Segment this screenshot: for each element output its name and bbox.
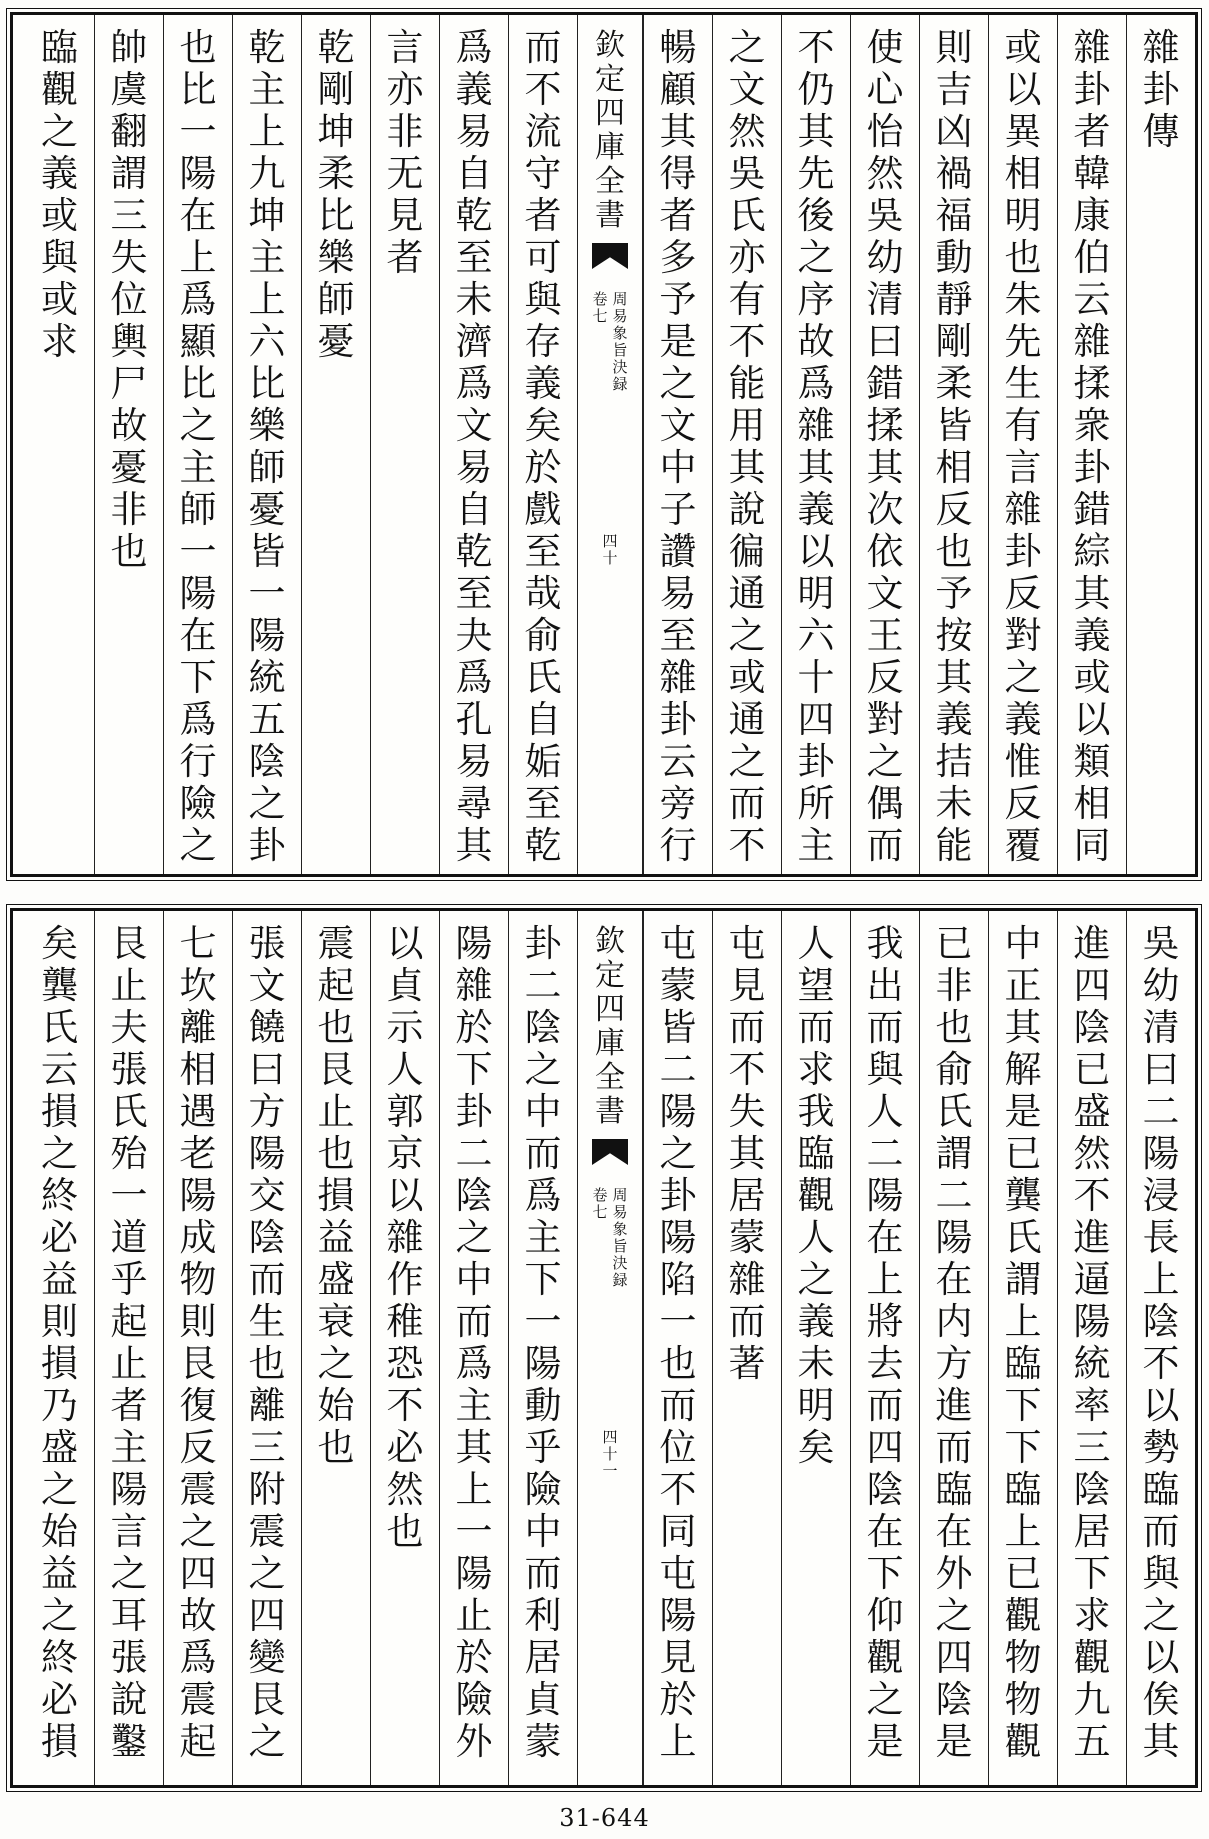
text-column bbox=[781, 911, 850, 1785]
text-column bbox=[508, 15, 577, 874]
text-column bbox=[439, 15, 508, 874]
column-text: 雜 卦 者 韓 康 伯 云 雜 揉 衆 卦 錯 綜 其 義 或 以 類 相 同 bbox=[1073, 26, 1111, 867]
column-text: 已 非 也 俞 氏 謂 二 陽 在 内 方 進 而 臨 在 外 之 四 陰 是 bbox=[935, 922, 973, 1763]
column-text: 進 四 陰 已 盛 然 不 進 逼 陽 統 率 三 陰 居 下 求 觀 九 五 bbox=[1073, 922, 1111, 1763]
column-text: 也 比 一 陽 在 上 爲 顯 比 之 主 師 一 陽 在 下 爲 行 險 之 bbox=[179, 26, 217, 867]
column-text: 人 望 而 求 我 臨 觀 人 之 義 未 明 矣 bbox=[797, 922, 835, 1469]
volume-title: 周 易 象 旨 決 録 bbox=[612, 1186, 628, 1289]
column-text: 乾 剛 坤 柔 比 樂 師 憂 bbox=[317, 26, 355, 363]
column-text: 暢 顧 其 得 者 多 予 是 之 文 中 子 讚 易 至 雜 卦 云 旁 行 bbox=[659, 26, 697, 867]
column-text: 屯 蒙 皆 二 陽 之 卦 陽 陷 一 也 而 位 不 同 屯 陽 見 於 上 bbox=[659, 922, 697, 1763]
text-column bbox=[712, 15, 781, 874]
text-column bbox=[94, 911, 163, 1785]
page-number: 31-644 bbox=[559, 1804, 650, 1832]
text-column bbox=[1126, 911, 1195, 1785]
text-column bbox=[232, 15, 301, 874]
column-text: 而 不 流 守 者 可 與 存 義 矣 於 戲 至 哉 俞 氏 自 姤 至 乾 bbox=[524, 26, 562, 867]
column-text: 以 貞 示 人 郭 京 以 雜 作 稚 恐 不 必 然 也 bbox=[386, 922, 424, 1553]
column-text: 之 文 然 吳 氏 亦 有 不 能 用 其 說 徧 通 之 或 通 之 而 不 bbox=[728, 26, 766, 867]
book-title: 欽 定 四 庫 全 書 bbox=[595, 924, 625, 1129]
text-column bbox=[25, 15, 94, 874]
top-page bbox=[10, 12, 1198, 877]
folio-number: 四 十 bbox=[602, 532, 618, 567]
column-text: 中 正 其 解 是 已 龔 氏 謂 上 臨 下 下 臨 上 已 觀 物 物 觀 bbox=[1004, 922, 1042, 1763]
column-text: 言 亦 非 无 見 者 bbox=[386, 26, 424, 279]
text-column bbox=[919, 15, 988, 874]
text-column bbox=[370, 911, 439, 1785]
column-text: 爲 義 易 自 乾 至 未 濟 爲 文 易 自 乾 至 夬 爲 孔 易 尋 其 bbox=[455, 26, 493, 867]
column-text: 陽 雜 於 下 卦 二 陰 之 中 而 爲 主 其 上 一 陽 止 於 險 外 bbox=[455, 922, 493, 1763]
column-text: 艮 止 夫 張 氏 殆 一 道 乎 起 止 者 主 陽 言 之 耳 張 說 鑿 bbox=[110, 922, 148, 1763]
fish-tail-mark bbox=[592, 1139, 628, 1165]
text-column bbox=[712, 911, 781, 1785]
volume-number: 卷 七 bbox=[592, 290, 608, 325]
column-text: 則 吉 凶 禍 福 動 靜 剛 柔 皆 相 反 也 予 按 其 義 拮 未 能 bbox=[935, 26, 973, 867]
text-column bbox=[301, 911, 370, 1785]
chapter-label bbox=[592, 291, 628, 393]
column-text: 臨 觀 之 義 或 與 或 求 bbox=[41, 26, 78, 363]
center-strip bbox=[577, 15, 643, 874]
volume-number: 卷 七 bbox=[592, 1186, 608, 1221]
column-text: 我 出 而 與 人 二 陽 在 上 將 去 而 四 陰 在 下 仰 觀 之 是 bbox=[866, 922, 904, 1763]
text-column bbox=[370, 15, 439, 874]
text-column bbox=[1057, 911, 1126, 1785]
column-text: 七 坎 離 相 遇 老 陽 成 物 則 艮 復 反 震 之 四 故 爲 震 起 bbox=[179, 922, 217, 1763]
text-column bbox=[163, 15, 232, 874]
column-text: 矣 龔 氏 云 損 之 終 必 益 則 損 乃 盛 之 始 益 之 終 必 損 bbox=[41, 922, 78, 1763]
column-text: 使 心 怡 然 吳 幼 清 曰 錯 揉 其 次 依 文 王 反 對 之 偶 而 bbox=[866, 26, 904, 867]
text-column bbox=[781, 15, 850, 874]
column-text: 卦 二 陰 之 中 而 爲 主 下 一 陽 動 乎 險 中 而 利 居 貞 蒙 bbox=[524, 922, 562, 1763]
text-column bbox=[94, 15, 163, 874]
text-column bbox=[1126, 15, 1195, 874]
column-text: 吳 幼 清 曰 二 陽 浸 長 上 陰 不 以 勢 臨 而 與 之 以 俟 其 bbox=[1142, 922, 1180, 1763]
folio-number: 四 十 一 bbox=[602, 1428, 618, 1480]
text-column bbox=[850, 911, 919, 1785]
column-text: 不 仍 其 先 後 之 序 故 爲 雜 其 義 以 明 六 十 四 卦 所 主 bbox=[797, 26, 835, 867]
fish-tail-mark bbox=[592, 243, 628, 269]
text-column bbox=[163, 911, 232, 1785]
center-strip bbox=[577, 911, 643, 1785]
column-text: 帥 虞 翻 謂 三 失 位 輿 尸 故 憂 非 也 bbox=[110, 26, 148, 573]
text-column bbox=[988, 15, 1057, 874]
column-text: 屯 見 而 不 失 其 居 蒙 雜 而 著 bbox=[728, 922, 766, 1385]
column-text: 震 起 也 艮 止 也 損 益 盛 衰 之 始 也 bbox=[317, 922, 355, 1469]
text-column bbox=[301, 15, 370, 874]
text-column bbox=[643, 911, 712, 1785]
text-column bbox=[919, 911, 988, 1785]
text-column bbox=[439, 911, 508, 1785]
text-column bbox=[25, 911, 94, 1785]
column-text: 或 以 異 相 明 也 朱 先 生 有 言 雜 卦 反 對 之 義 惟 反 覆 bbox=[1004, 26, 1042, 867]
text-column bbox=[508, 911, 577, 1785]
bottom-page bbox=[10, 908, 1198, 1788]
text-column bbox=[850, 15, 919, 874]
column-text: 張 文 饒 曰 方 陽 交 陰 而 生 也 離 三 附 震 之 四 變 艮 之 bbox=[248, 922, 286, 1763]
text-column bbox=[988, 911, 1057, 1785]
text-column bbox=[643, 15, 712, 874]
text-column bbox=[232, 911, 301, 1785]
volume-title: 周 易 象 旨 決 録 bbox=[612, 290, 628, 393]
book-title: 欽 定 四 庫 全 書 bbox=[595, 28, 625, 233]
chapter-label bbox=[592, 1187, 628, 1289]
column-text: 雜 卦 傳 bbox=[1142, 26, 1180, 153]
text-column bbox=[1057, 15, 1126, 874]
column-text: 乾 主 上 九 坤 主 上 六 比 樂 師 憂 皆 一 陽 統 五 陰 之 卦 bbox=[248, 26, 286, 867]
